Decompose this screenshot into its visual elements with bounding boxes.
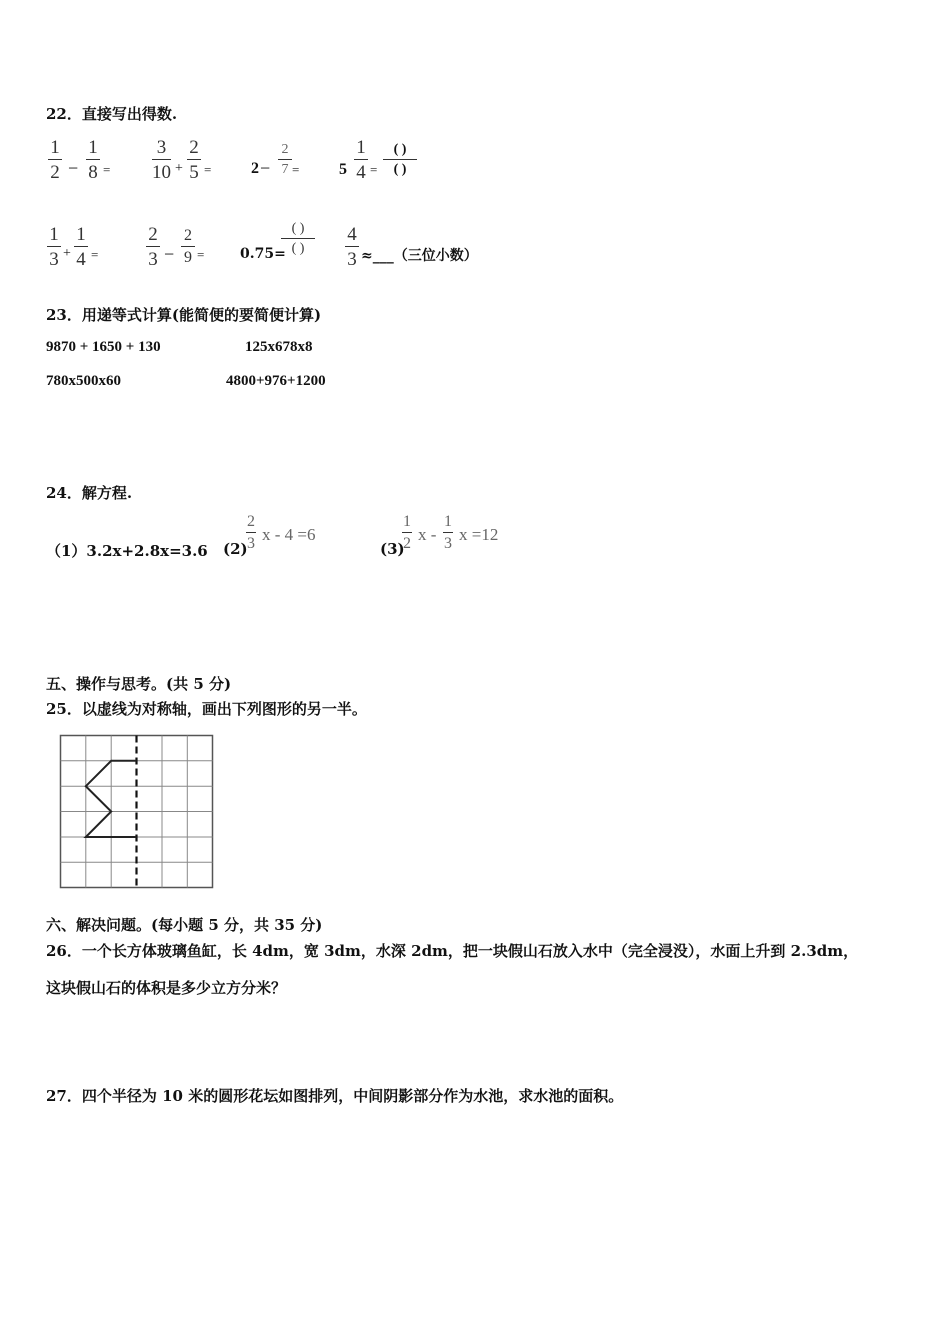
numerator: 1 (444, 513, 452, 530)
q25-text: 25．以虚线为对称轴，画出下列图形的另一半。 (46, 700, 367, 718)
fraction (181, 228, 195, 266)
fraction (278, 143, 292, 177)
fraction (443, 514, 453, 552)
fraction (48, 138, 62, 182)
operator: − (260, 158, 271, 178)
denominator: 7 (281, 162, 289, 177)
answer-blank-fraction[interactable] (281, 222, 315, 256)
equation-mid: x - (418, 525, 437, 544)
part-label: (3) (380, 540, 405, 558)
denominator: 3 (444, 535, 452, 552)
lhs: 0.75= (240, 246, 286, 262)
fraction (187, 138, 201, 182)
q26-line2: 这块假山石的体积是多少立方分米？ (46, 979, 287, 997)
fraction (47, 225, 61, 269)
numerator: 1 (88, 137, 98, 158)
approx-blank[interactable]: ≈___（三位小数） (361, 248, 478, 264)
operator: + (175, 161, 183, 176)
fraction (146, 225, 160, 269)
denominator: 4 (356, 162, 366, 183)
denominator: 3 (148, 249, 158, 270)
denominator: 4 (76, 249, 86, 270)
equals: = (370, 162, 378, 177)
numerator-blank[interactable]: ( ) (393, 142, 407, 157)
whole-number: 5 (339, 161, 347, 178)
q22-title: 22．直接写出得数. (46, 105, 178, 123)
denominator-blank[interactable]: ( ) (291, 241, 305, 256)
fraction (152, 138, 171, 182)
q26-line1: 26．一个长方体玻璃鱼缸，长 4dm，宽 3dm，水深 2dm，把一块假山石放入水中（完全浸没），水面上升到 2.3dm， (46, 942, 859, 960)
q23-expr2: 125x678x8 (245, 339, 313, 355)
denominator: 10 (152, 162, 171, 183)
numerator: 2 (148, 224, 158, 245)
part-label: (2) (223, 540, 248, 558)
denominator: 3 (347, 249, 357, 270)
numerator: 4 (347, 224, 357, 245)
numerator: 1 (76, 224, 86, 245)
equation-rest: x - 4 =6 (262, 525, 316, 544)
section6-title: 六、解决问题。(每小题 5 分，共 35 分) (46, 916, 323, 934)
denominator-blank[interactable]: ( ) (393, 162, 407, 177)
denominator: 9 (184, 249, 192, 266)
operator: − (68, 158, 79, 178)
q23-expr4: 4800+976+1200 (226, 373, 326, 389)
denominator: 2 (50, 162, 60, 183)
denominator: 8 (88, 162, 98, 183)
operator: − (164, 244, 175, 264)
denominator: 3 (49, 249, 59, 270)
q23-title: 23．用递等式计算(能简便的要简便计算) (46, 306, 322, 324)
numerator: 1 (356, 137, 366, 158)
whole-number: 2 (251, 160, 259, 177)
fraction (354, 138, 368, 182)
fraction (74, 225, 88, 269)
q23-expr1: 9870 + 1650 + 130 (46, 339, 161, 355)
numerator-blank[interactable]: ( ) (291, 221, 305, 236)
equals: = (204, 162, 212, 177)
fraction (246, 514, 256, 552)
denominator: 3 (247, 535, 255, 552)
numerator: 1 (403, 513, 411, 530)
numerator: 2 (281, 142, 289, 157)
equation-rest: x =12 (459, 525, 499, 544)
q23-expr3: 780x500x60 (46, 373, 121, 389)
fraction (345, 225, 359, 269)
fraction (86, 138, 100, 182)
denominator: 5 (189, 162, 199, 183)
equals: = (197, 247, 205, 262)
fraction (402, 514, 412, 552)
answer-blank-fraction[interactable] (383, 143, 417, 177)
equals: = (103, 162, 111, 177)
numerator: 2 (189, 137, 199, 158)
equals: = (91, 247, 99, 262)
numerator: 1 (49, 224, 59, 245)
operator: + (63, 246, 71, 261)
section5-title: 五、操作与思考。(共 5 分) (46, 675, 232, 693)
numerator: 1 (50, 137, 60, 158)
denominator: 2 (403, 535, 411, 552)
equals: = (292, 162, 300, 177)
q24-part1: （1）3.2x+2.8x=3.6 (46, 542, 208, 560)
numerator: 3 (156, 137, 167, 158)
symmetry-grid-figure[interactable] (58, 733, 216, 891)
numerator: 2 (247, 513, 255, 530)
numerator: 2 (184, 227, 192, 244)
q24-title: 24．解方程. (46, 484, 133, 502)
q27-text: 27．四个半径为 10 米的圆形花坛如图排列，中间阴影部分作为水池，求水池的面积。 (46, 1087, 624, 1105)
